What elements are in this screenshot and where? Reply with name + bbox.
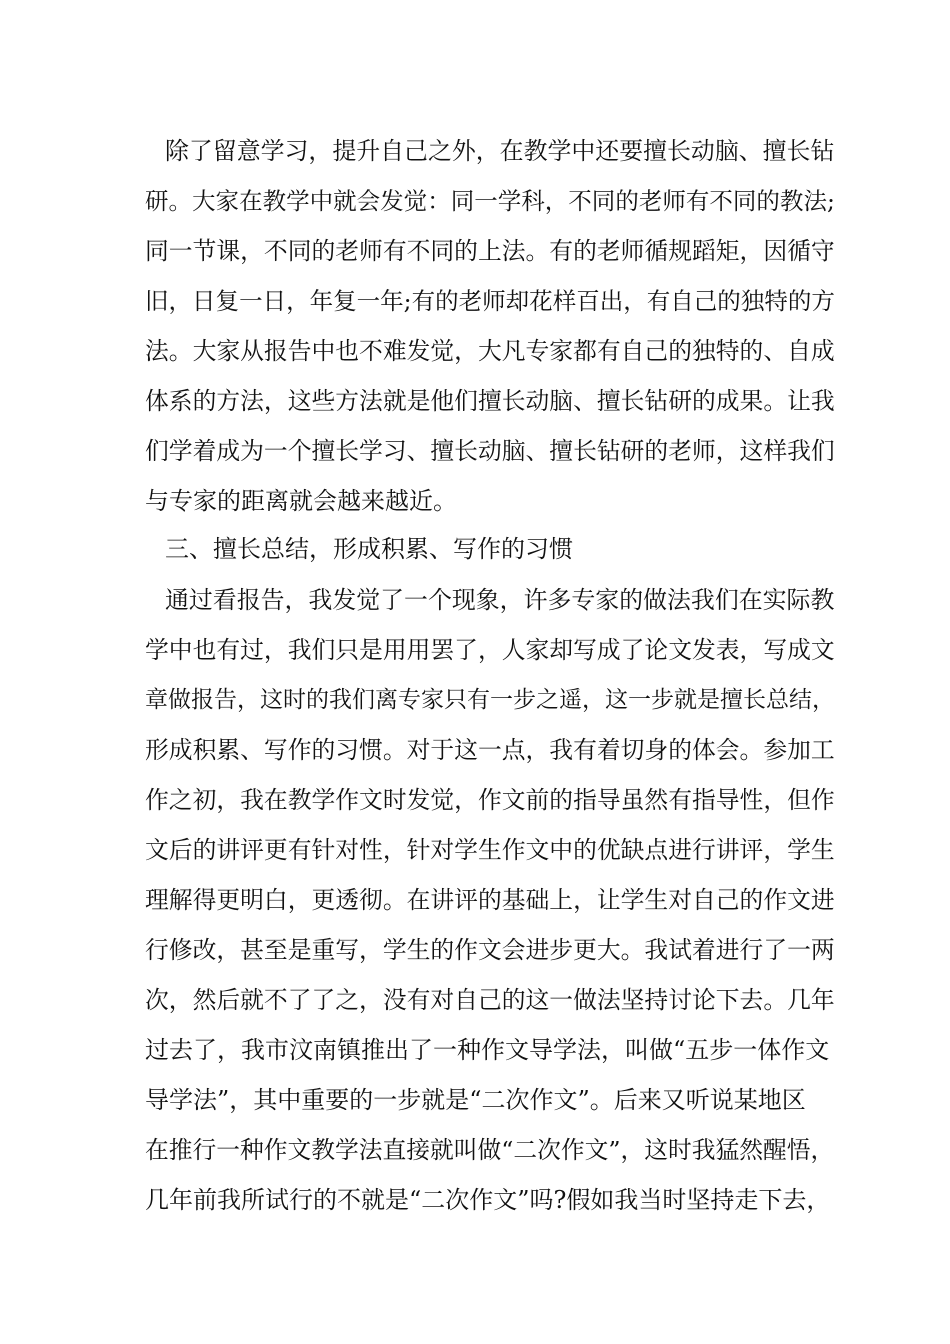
text-line: 学中也有过，我们只是用用罢了，人家却写成了论文发表，写成文 (145, 636, 835, 664)
text-line: 研。大家在教学中就会发觉：同一学科，不同的老师有不同的教法; (145, 187, 835, 215)
text-line: 作之初，我在教学作文时发觉，作文前的指导虽然有指导性，但作 (145, 786, 835, 814)
text-line: 行修改，甚至是重写，学生的作文会进步更大。我试着进行了一两 (145, 936, 835, 964)
text-line: 在推行一种作文教学法直接就叫做“二次作文”，这时我猛然醒悟， (145, 1136, 835, 1164)
text-line: 文后的讲评更有针对性，针对学生作文中的优缺点进行讲评，学生 (145, 836, 835, 864)
text-line: 们学着成为一个擅长学习、擅长动脑、擅长钻研的老师，这样我们 (145, 437, 835, 465)
text-line: 导学法”，其中重要的一步就是“二次作文”。后来又听说某地区 (145, 1086, 806, 1114)
text-line: 章做报告，这时的我们离专家只有一步之遥，这一步就是擅长总结， (145, 687, 835, 713)
text-line: 同一节课，不同的老师有不同的上法。有的老师循规蹈矩，因循守 (145, 237, 835, 265)
text-line: 旧，日复一日，年复一年;有的老师却花样百出，有自己的独特的方 (145, 287, 835, 315)
section-heading: 三、擅长总结，形成积累、写作的习惯 (165, 535, 573, 563)
text-line: 除了留意学习，提升自己之外，在教学中还要擅长动脑、擅长钻 (165, 137, 835, 165)
text-line: 理解得更明白，更透彻。在讲评的基础上，让学生对自己的作文进 (145, 886, 835, 914)
text-line: 形成积累、写作的习惯。对于这一点，我有着切身的体会。参加工 (145, 736, 835, 764)
text-line: 过去了，我市汶南镇推出了一种作文导学法，叫做“五步一体作文 (145, 1036, 830, 1064)
text-line: 次，然后就不了了之，没有对自己的这一做法坚持讨论下去。几年 (145, 986, 835, 1014)
text-line: 通过看报告，我发觉了一个现象，许多专家的做法我们在实际教 (165, 586, 835, 614)
text-line: 体系的方法，这些方法就是他们擅长动脑、擅长钻研的成果。让我 (145, 387, 835, 415)
text-line: 与专家的距离就会越来越近。 (145, 487, 457, 515)
text-line: 几年前我所试行的不就是“二次作文”吗?假如我当时坚持走下去， (145, 1186, 831, 1214)
text-line: 法。大家从报告中也不难发觉，大凡专家都有自己的独特的、自成 (145, 337, 835, 365)
